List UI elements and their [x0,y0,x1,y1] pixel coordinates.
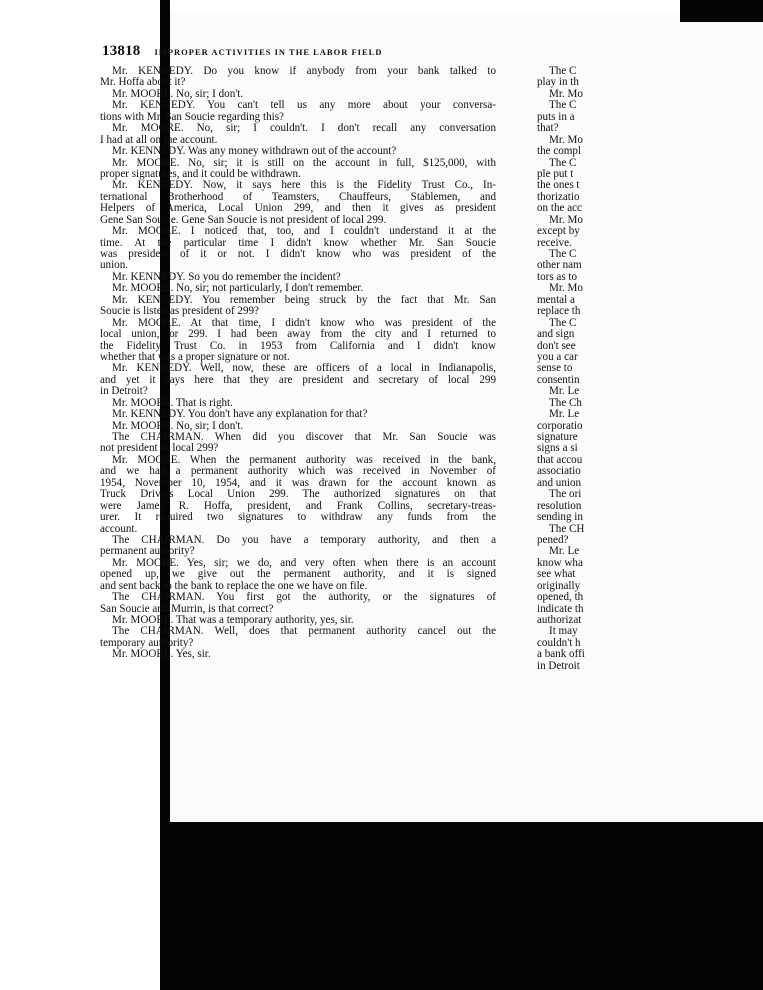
text-line: thorizatio [537,191,580,203]
text-line: Soucie is listed as president of 299? [100,306,259,318]
left-column-text [100,66,496,661]
text-line: Mr. KENNEDY. You can't tell us any more about your conversa- [112,100,496,112]
text-line: don't see [537,340,576,352]
text-line: Mr. MOORE. No, sir; I don't. [112,420,244,432]
text-line: Mr. MOORE. When the permanent authority was received in the bank, [112,454,496,466]
text-line: The C [549,317,577,329]
text-line: permanent authority? [100,546,195,558]
text-line: replace th [537,306,581,318]
scan-bottom-shadow [168,822,763,990]
text-line: a bank offi [537,649,585,661]
text-line: Helpers of America, Local Union 299, and then it gives as president [100,203,496,215]
text-line: Gene San Soucie. Gene San Soucie is not president of local 299. [100,214,387,226]
text-line: and we had a permanent authority which was received in November of [100,466,496,478]
text-line: resolution [537,500,582,512]
text-line: The CHAIRMAN. Well, does that permanent authority cancel out the [112,626,496,638]
text-line: see what [537,569,576,581]
text-line: mental a [537,294,575,306]
text-line: Mr. Mo [549,283,583,295]
text-line: The Ch [549,397,582,409]
text-line: signature [537,432,578,443]
text-line: Mr. MOORE. That is right. [112,397,233,409]
text-line: Mr. MOORE. At that time, I didn't know who was president of the [112,317,496,329]
text-line: Truck Drivers Local Union 299. The authorized signatures on that [100,489,496,501]
text-line: The ori [549,489,582,501]
text-line: signs a si [537,443,578,455]
text-line: puts in a [537,111,575,123]
text-line: The CHAIRMAN. Do you have a temporary authority, and then a [112,534,496,546]
text-line: tors as to [537,271,578,283]
text-line: Mr. Mo [549,88,583,100]
text-line: the Fidelity Trust Co. in 1953 from California and I didn't know [100,340,496,352]
text-line: Mr. KENNEDY. So you do remember the incident? [112,271,341,283]
text-line: tions with Mr. San Soucie regarding this? [100,111,284,123]
text-line: Mr. Mo [549,134,583,146]
text-line: except by [537,226,580,238]
text-line: you a car [537,351,578,363]
text-line: Mr. MOORE. No, sir; it is still on the account in full, $125,000, with [112,157,496,169]
text-line: originally [537,580,581,592]
text-line: 1954, November 10, 1954, and it was drawn for the account known as [100,477,496,489]
text-line: corporatio [537,420,583,432]
text-line: temporary authority? [100,637,194,649]
text-line: opened up, we give out the permanent authority, and it is signed [100,569,496,581]
text-line: Mr. Mo [549,214,583,226]
text-line: whether that was a proper signature or not. [100,351,290,363]
text-line: Mr. Le [549,409,580,421]
text-line: Mr. MOORE. I noticed that, too, and I couldn't understand it at the [112,226,496,238]
text-line: Mr. MOORE. No, sir; I don't. [112,88,244,100]
text-line: union. [100,260,129,272]
text-line: other nam [537,260,582,272]
text-line: and yet it says here that they are president and secretary of local 299 [100,374,496,386]
text-line: that accou [537,454,583,466]
text-line: Mr. MOORE. That was a temporary authority, yes, sir. [112,615,354,626]
text-line: play in th [537,77,579,89]
text-line: local union, or 299. I had been away from the city and I returned to [100,329,496,341]
text-line: The CHAIRMAN. When did you discover that Mr. San Soucie was [112,432,496,443]
text-line: authorizat [537,615,582,626]
text-line: The C [549,249,577,260]
text-line: Mr. Le [549,386,580,398]
text-line: The CH [549,523,585,535]
text-line: receive. [537,237,572,249]
text-line: indicate th [537,603,584,615]
text-line: Mr. KENNEDY. Well, now, these are officers of a local in Indianapolis, [112,363,496,375]
text-line: proper signatures, and it could be withdrawn. [100,168,301,180]
text-line: Mr. Le [549,546,580,558]
text-line: the compl [537,146,582,158]
text-line: Mr. KENNEDY. You don't have any explanation for that? [112,409,368,421]
right-column-text [537,66,763,672]
text-line: and sign [537,329,575,341]
text-line: time. At the particular time I didn't know whether Mr. San Soucie [100,237,496,249]
text-line: associatio [537,466,581,478]
text-line: account. [100,523,138,535]
text-line: Mr. KENNEDY. Do you know if anybody from your bank talked to [112,66,496,77]
text-line: The C [549,100,577,112]
text-line: I had at all on the account. [100,134,218,146]
text-line: and sent back to the bank to replace the one we have on file. [100,580,368,592]
text-line: sense to [537,363,573,375]
text-line: Mr. MOORE. No, sir; not particularly, I don't remember. [112,283,364,295]
text-line: opened, th [537,592,584,604]
text-line: The C [549,66,577,77]
text-line: in Detroit? [100,386,148,398]
text-line: Mr. MOORE. Yes, sir; we do, and very often when there is an account [112,557,496,569]
scan-edge-shadow-top [680,0,763,22]
text-line: Mr. KENNEDY. Was any money withdrawn out of the account? [112,146,397,158]
text-line: urer. It required two signatures to withdraw any funds from the [100,512,496,524]
text-line: were James R. Hoffa, president, and Frank Collins, secretary-treas- [100,500,496,512]
text-line: consentin [537,374,580,386]
text-line: and union [537,477,582,489]
text-line: was president of it or not. I didn't know who was president of the [100,249,496,260]
text-line: in Detroit [537,660,580,672]
text-line: Mr. Hoffa about it? [100,77,186,89]
text-line: on the acc [537,203,582,215]
text-line: San Soucie and Murrin, is that correct? [100,603,274,615]
text-line: know wha [537,557,583,569]
text-line: that? [537,123,559,135]
text-line: The C [549,157,577,169]
text-line: ple put t [537,168,574,180]
text-line: not president of local 299? [100,443,219,455]
text-line: couldn't h [537,637,581,649]
page-number: 13818 [102,43,141,59]
text-line: the ones t [537,180,580,192]
text-line: Mr. KENNEDY. Now, it says here this is the Fidelity Trust Co., In- [112,180,496,192]
text-line: sending in [537,512,583,524]
running-title: IMPROPER ACTIVITIES IN THE LABOR FIELD [154,47,383,57]
page-header [102,42,602,62]
text-line: The CHAIRMAN. You first got the authority, or the signatures of [112,592,496,604]
text-line: ternational Brotherhood of Teamsters, Chauffeurs, Stablemen, and [100,191,496,203]
text-line: Mr. MOORE. Yes, sir. [112,649,211,661]
text-line: pened? [537,534,569,546]
text-line: Mr. KENNEDY. You remember being struck by the fact that Mr. San [112,294,496,306]
text-line: Mr. MOORE. No, sir; I couldn't. I don't recall any conversation [112,123,496,135]
text-line: It may [549,626,578,638]
